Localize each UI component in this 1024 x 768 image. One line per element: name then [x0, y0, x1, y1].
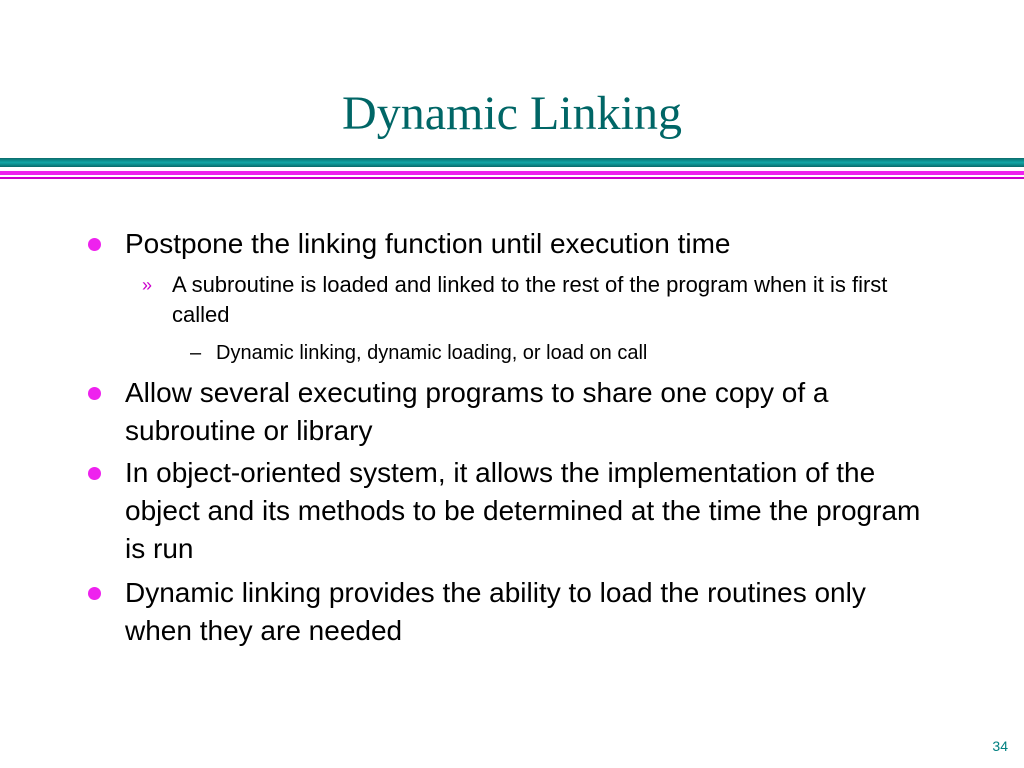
sub-sub-bullet-item-1	[190, 339, 916, 367]
bullet-item-4	[125, 574, 925, 650]
sub-sub-bullet-text: Dynamic linking, dynamic loading, or load on call	[216, 342, 648, 364]
slide-title: Dynamic Linking	[342, 87, 682, 140]
bullet-dot-icon	[88, 467, 101, 480]
bullet-text: In object-oriented system, it allows the implementation of the object and its methods to be determined at the time the program is run	[125, 457, 921, 564]
bullet-item-3	[125, 454, 925, 568]
page-number: 34	[992, 738, 1008, 754]
bullet-dot-icon	[88, 587, 101, 600]
bullet-text: Allow several executing programs to share one copy of a subroutine or library	[125, 377, 829, 446]
sub-bullet-item-1	[142, 270, 932, 330]
bullet-item-2	[125, 374, 925, 450]
bullet-dot-icon	[88, 238, 101, 251]
bullet-item-1	[125, 225, 925, 263]
raquo-bullet-icon: »	[142, 275, 153, 295]
bullet-dot-icon	[88, 387, 101, 400]
bullet-text: Dynamic linking provides the ability to load the routines only when they are needed	[125, 577, 866, 646]
dash-bullet-icon: –	[190, 342, 202, 364]
sub-bullet-text: A subroutine is loaded and linked to the rest of the program when it is first called	[172, 272, 888, 327]
bullet-text: Postpone the linking function until execution time	[125, 228, 731, 259]
